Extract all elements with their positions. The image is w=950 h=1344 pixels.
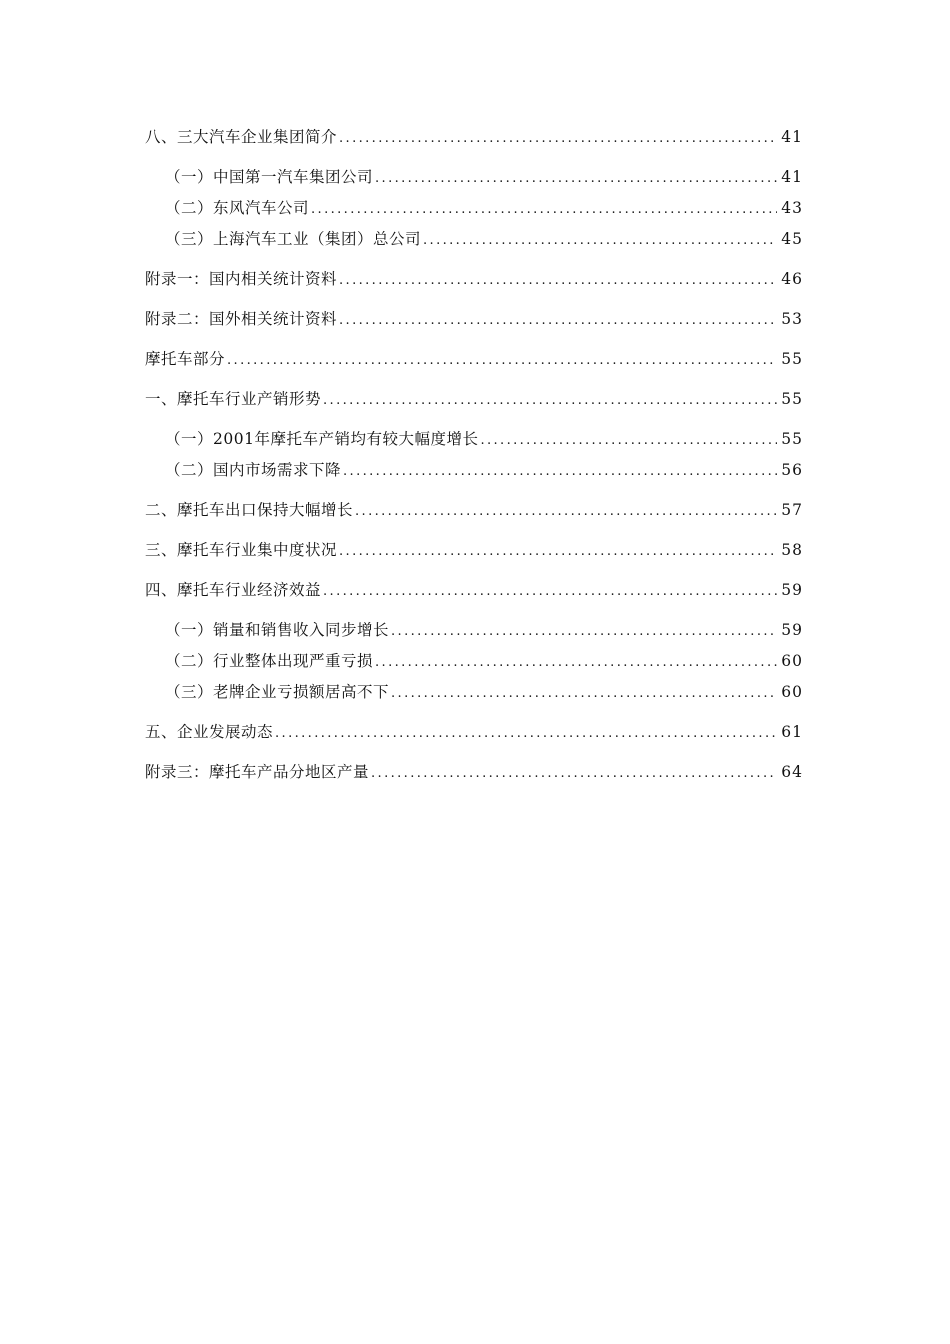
toc-entry-page: 64 [781, 763, 803, 781]
toc-entry-page: 55 [781, 390, 803, 408]
toc-entry-page: 60 [781, 652, 803, 670]
toc-entry-title: （二）东风汽车公司 [165, 199, 310, 217]
toc-entry[interactable] [145, 349, 803, 371]
toc-leader-dots [339, 311, 777, 331]
toc-entry-title: （一）中国第一汽车集团公司 [165, 168, 374, 186]
toc-entry-title: （二）行业整体出现严重亏损 [165, 652, 374, 670]
toc-leader-dots [480, 431, 777, 451]
toc-entry-page: 53 [781, 310, 803, 328]
toc-entry[interactable] [145, 620, 803, 642]
toc-entry-title: 一、摩托车行业产销形势 [145, 390, 322, 408]
toc-entry-page: 55 [781, 350, 803, 368]
toc-entry-page: 45 [781, 230, 803, 248]
toc-entry[interactable] [145, 682, 803, 704]
toc-leader-dots [323, 391, 777, 411]
toc-entry[interactable] [145, 269, 803, 291]
toc-entry[interactable] [145, 167, 803, 189]
toc-entry[interactable] [145, 580, 803, 602]
toc-entry[interactable] [145, 651, 803, 673]
toc-entry-title: 三、摩托车行业集中度状况 [145, 541, 338, 559]
toc-entry-title: （三）老牌企业亏损额居高不下 [165, 683, 390, 701]
toc-leader-dots [227, 351, 777, 371]
toc-entry-page: 43 [781, 199, 803, 217]
toc-entry-title: 二、摩托车出口保持大幅增长 [145, 501, 354, 519]
toc-leader-dots [355, 502, 777, 522]
toc-entry[interactable] [145, 389, 803, 411]
toc-leader-dots [311, 200, 777, 220]
toc-entry-page: 55 [781, 430, 803, 448]
toc-entry-title: 摩托车部分 [145, 350, 226, 368]
toc-leader-dots [339, 271, 777, 291]
toc-entry-title: 附录二：国外相关统计资料 [145, 310, 338, 328]
toc-entry-title: 八、三大汽车企业集团简介 [145, 128, 338, 146]
toc-entry[interactable] [145, 309, 803, 331]
toc-entry[interactable] [145, 127, 803, 149]
toc-entry-title: （一）2001年摩托车产销均有较大幅度增长 [165, 430, 479, 448]
toc-entry-page: 57 [781, 501, 803, 519]
toc-leader-dots [371, 764, 777, 784]
toc-leader-dots [343, 462, 777, 482]
toc-entry-page: 56 [781, 461, 803, 479]
toc-entry[interactable] [145, 460, 803, 482]
toc-leader-dots [323, 582, 777, 602]
toc-entry-page: 60 [781, 683, 803, 701]
toc-leader-dots [391, 684, 777, 704]
toc-entry[interactable] [145, 722, 803, 744]
toc-entry-page: 41 [781, 168, 803, 186]
toc-entry[interactable] [145, 500, 803, 522]
toc-entry-page: 59 [781, 621, 803, 639]
toc-entry-page: 41 [781, 128, 803, 146]
toc-entry-title: （三）上海汽车工业（集团）总公司 [165, 230, 422, 248]
toc-entry-title: （二）国内市场需求下降 [165, 461, 342, 479]
toc-leader-dots [339, 542, 777, 562]
toc-entry[interactable] [145, 762, 803, 784]
toc-leader-dots [275, 724, 777, 744]
toc-leader-dots [375, 169, 777, 189]
table-of-contents [145, 124, 803, 784]
toc-entry[interactable] [145, 540, 803, 562]
toc-entry-page: 61 [781, 723, 803, 741]
toc-entry[interactable] [145, 429, 803, 451]
toc-entry-page: 58 [781, 541, 803, 559]
toc-entry-title: 五、企业发展动态 [145, 723, 274, 741]
toc-entry[interactable] [145, 198, 803, 220]
toc-leader-dots [423, 231, 777, 251]
toc-leader-dots [391, 622, 777, 642]
toc-entry[interactable] [145, 229, 803, 251]
toc-entry-page: 46 [781, 270, 803, 288]
toc-entry-title: 附录三：摩托车产品分地区产量 [145, 763, 370, 781]
toc-entry-title: 四、摩托车行业经济效益 [145, 581, 322, 599]
toc-entry-title: 附录一：国内相关统计资料 [145, 270, 338, 288]
toc-entry-title: （一）销量和销售收入同步增长 [165, 621, 390, 639]
toc-leader-dots [339, 129, 777, 149]
toc-leader-dots [375, 653, 777, 673]
toc-entry-page: 59 [781, 581, 803, 599]
